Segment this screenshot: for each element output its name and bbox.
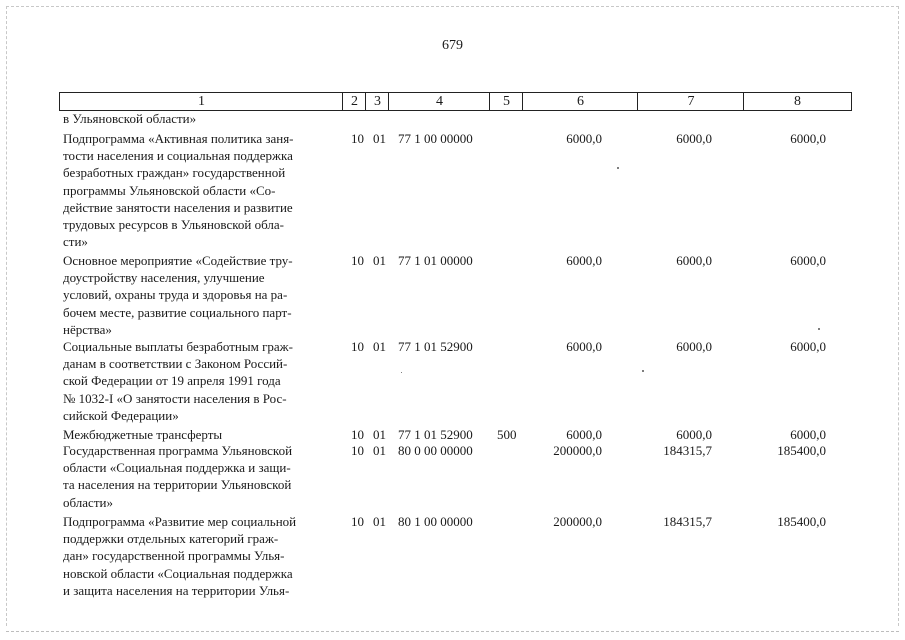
row-name	[63, 130, 340, 250]
header-col-6: 6	[522, 92, 638, 111]
cell-c2: 10	[351, 131, 364, 146]
cell-c7: 184315,7	[663, 514, 712, 529]
cell-c8: 6000,0	[790, 131, 826, 146]
header-col-3: 3	[365, 92, 389, 111]
cell-c7: 184315,7	[663, 443, 712, 458]
scan-speck	[401, 372, 402, 373]
cell-c2: 10	[351, 253, 364, 268]
row-name-line: нёрства»	[63, 321, 112, 337]
row-name	[63, 513, 340, 599]
row-name-line: доустройству населения, улучшение	[63, 270, 265, 286]
header-col-7: 7	[637, 92, 744, 111]
cell-c8: 6000,0	[790, 339, 826, 354]
row-name	[63, 338, 340, 424]
cell-c7: 6000,0	[676, 131, 712, 146]
cell-c4: 77 1 01 00000	[398, 253, 473, 268]
row-name-line: в Ульяновской области»	[63, 111, 197, 126]
cell-c2: 10	[351, 427, 364, 442]
cell-c8: 6000,0	[790, 427, 826, 442]
cell-c4: 77 1 00 00000	[398, 131, 473, 146]
cell-c8: 6000,0	[790, 253, 826, 268]
cell-c2: 10	[351, 339, 364, 354]
row-name	[63, 110, 340, 127]
cell-c3: 01	[373, 131, 386, 146]
cell-c8: 185400,0	[777, 514, 826, 529]
cell-c4: 77 1 01 52900	[398, 339, 473, 354]
cell-c6: 6000,0	[566, 131, 602, 146]
cell-c4: 80 0 00 00000	[398, 443, 473, 458]
header-col-8: 8	[743, 92, 852, 111]
row-name-line: данам в соответствии с Законом Россий-	[63, 356, 288, 372]
row-name-line: условий, охраны труда и здоровья на ра-	[63, 287, 288, 303]
row-name-line: трудовых ресурсов в Ульяновской обла-	[63, 217, 284, 233]
scan-speck	[818, 328, 820, 330]
scan-border-bottom	[6, 631, 899, 632]
cell-c3: 01	[373, 443, 386, 458]
header-col-4: 4	[388, 92, 490, 111]
cell-c3: 01	[373, 253, 386, 268]
row-name-line: тости населения и социальная поддержка	[63, 148, 293, 164]
row-name-line: и защита населения на территории Улья-	[63, 582, 290, 598]
scan-border-left	[6, 6, 7, 626]
row-name-line: Межбюджетные трансферты	[63, 427, 223, 442]
row-name-line: Социальные выплаты безработным граж-	[63, 339, 293, 354]
row-name-line: программы Ульяновской области «Со-	[63, 182, 276, 198]
row-name-line: действие занятости населения и развитие	[63, 199, 293, 215]
row-name-line: Государственная программа Ульяновской	[63, 443, 293, 458]
cell-c7: 6000,0	[676, 427, 712, 442]
cell-c7: 6000,0	[676, 339, 712, 354]
row-name-line: бочем месте, развитие социального парт-	[63, 304, 292, 320]
header-col-2: 2	[342, 92, 366, 111]
cell-c3: 01	[373, 427, 386, 442]
row-name-line: Подпрограмма «Развитие мер социальной	[63, 514, 297, 529]
table-header	[59, 92, 852, 111]
row-name	[63, 252, 340, 338]
cell-c6: 6000,0	[566, 253, 602, 268]
scan-border-right	[898, 6, 899, 626]
row-name-line: та населения на территории Ульяновской	[63, 477, 292, 493]
row-name-line: № 1032-I «О занятости населения в Рос-	[63, 390, 287, 406]
row-name-line: ской Федерации от 19 апреля 1991 года	[63, 373, 281, 389]
row-name	[63, 442, 340, 511]
row-name-line: Основное мероприятие «Содействие тру-	[63, 253, 293, 268]
cell-c4: 77 1 01 52900	[398, 427, 473, 442]
cell-c5: 500	[497, 427, 517, 442]
row-name-line: области»	[63, 494, 113, 510]
header-col-5: 5	[489, 92, 523, 111]
scan-speck	[642, 370, 644, 372]
row-name-line: безработных граждан» государственной	[63, 165, 286, 181]
row-name-line: новской области «Социальная поддержка	[63, 565, 293, 581]
row-name-line: дан» государственной программы Улья-	[63, 548, 285, 564]
row-name-line: области «Социальная поддержка и защи-	[63, 460, 291, 476]
cell-c7: 6000,0	[676, 253, 712, 268]
cell-c2: 10	[351, 443, 364, 458]
page-number: 679	[442, 38, 463, 53]
cell-c2: 10	[351, 514, 364, 529]
header-col-1: 1	[59, 92, 343, 111]
row-name	[63, 426, 340, 443]
row-name-line: сти»	[63, 234, 88, 250]
cell-c6: 200000,0	[553, 514, 602, 529]
cell-c4: 80 1 00 00000	[398, 514, 473, 529]
cell-c8: 185400,0	[777, 443, 826, 458]
row-name-line: поддержки отдельных категорий граж-	[63, 531, 279, 547]
cell-c3: 01	[373, 339, 386, 354]
scan-border-top	[6, 6, 899, 7]
cell-c6: 200000,0	[553, 443, 602, 458]
cell-c6: 6000,0	[566, 339, 602, 354]
row-name-line: сийской Федерации»	[63, 407, 179, 423]
cell-c6: 6000,0	[566, 427, 602, 442]
cell-c3: 01	[373, 514, 386, 529]
scan-speck	[617, 167, 619, 169]
row-name-line: Подпрограмма «Активная политика заня-	[63, 131, 294, 146]
